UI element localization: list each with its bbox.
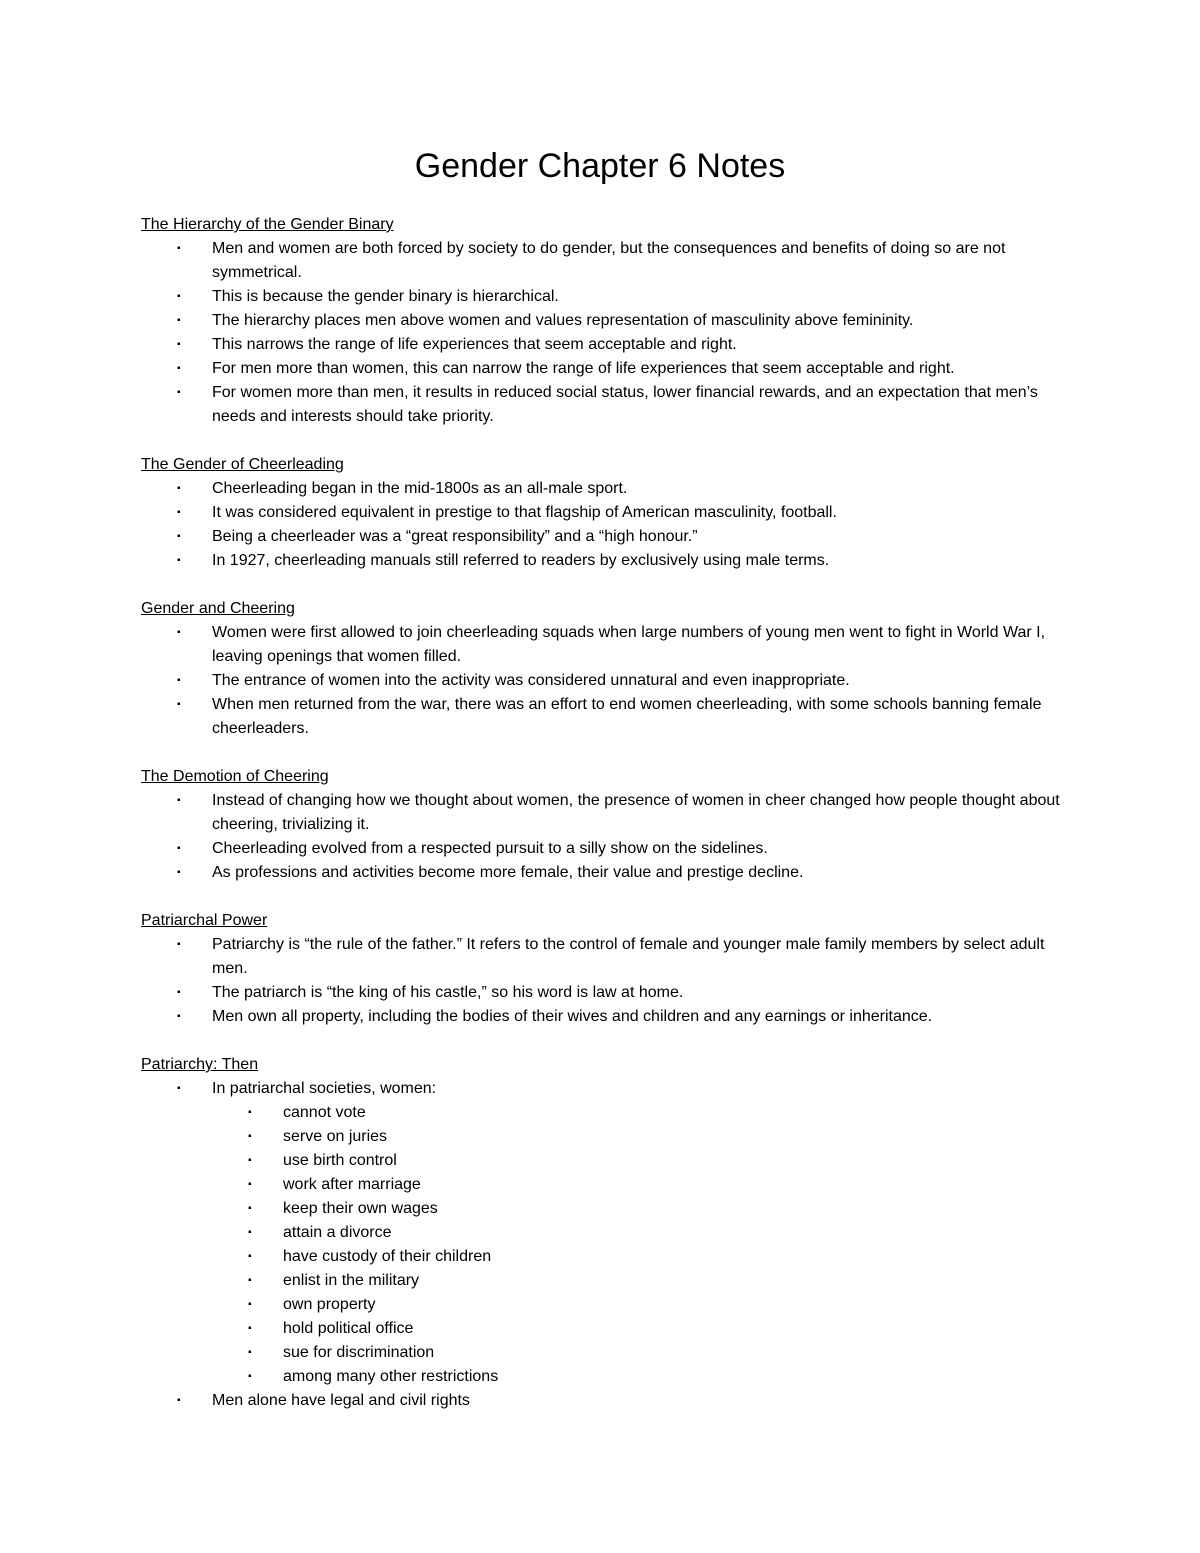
section-hierarchy [141, 213, 1071, 429]
section-heading: The Gender of Cheerleading [141, 456, 344, 473]
document-body [141, 213, 1071, 1437]
bullet-item: ▪ Cheerleading evolved from a respected pursuit to a silly show on the sidelines. [141, 837, 1071, 861]
sub-bullet-item: ▪ serve on juries [212, 1125, 1071, 1149]
bullet-item: ▪ Men alone have legal and civil rights [141, 1389, 1071, 1413]
section-patriarchy-then [141, 1053, 1071, 1413]
section-cheerleading [141, 453, 1071, 573]
sub-bullet-item: ▪ keep their own wages [212, 1197, 1071, 1221]
bullet-list [141, 789, 1071, 885]
section-heading: Patriarchy: Then [141, 1056, 259, 1073]
sub-bullet-item: ▪ attain a divorce [212, 1221, 1071, 1245]
bullet-item: ▪ The patriarch is “the king of his castle,” so his word is law at home. [141, 981, 1071, 1005]
sub-bullet-item: ▪ own property [212, 1293, 1071, 1317]
bullet-list [141, 1077, 1071, 1413]
sub-bullet-item: ▪ among many other restrictions [212, 1365, 1071, 1389]
bullet-item: ▪ This narrows the range of life experiences that seem acceptable and right. [141, 333, 1071, 357]
bullet-item: ▪ Being a cheerleader was a “great responsibility” and a “high honour.” [141, 525, 1071, 549]
bullet-item: ▪ This is because the gender binary is hierarchical. [141, 285, 1071, 309]
bullet-item: ▪ Instead of changing how we thought about women, the presence of women in cheer changed how people thought about cheering, trivializing it. [141, 789, 1071, 837]
bullet-item: ▪ In 1927, cheerleading manuals still referred to readers by exclusively using male terms. [141, 549, 1071, 573]
section-patriarchal-power [141, 909, 1071, 1029]
bullet-item: ▪ When men returned from the war, there was an effort to end women cheerleading, with some schools banning female cheerleaders. [141, 693, 1071, 741]
section-heading: Patriarchal Power [141, 912, 268, 929]
bullet-list [141, 237, 1071, 429]
bullet-item: ▪ Men own all property, including the bodies of their wives and children and any earnings or inheritance. [141, 1005, 1071, 1029]
sub-bullet-item: ▪ cannot vote [212, 1101, 1071, 1125]
bullet-list [141, 477, 1071, 573]
bullet-item: ▪ Patriarchy is “the rule of the father.” It refers to the control of female and younger male family members by select adult men. [141, 933, 1071, 981]
sub-bullet-item: ▪ sue for discrimination [212, 1341, 1071, 1365]
sub-bullet-list [212, 1101, 1071, 1389]
sub-bullet-item: ▪ work after marriage [212, 1173, 1071, 1197]
sub-bullet-item: ▪ enlist in the military [212, 1269, 1071, 1293]
sub-bullet-item: ▪ have custody of their children [212, 1245, 1071, 1269]
section-heading: Gender and Cheering [141, 600, 295, 617]
bullet-item [141, 1077, 1071, 1389]
bullet-item: ▪ For men more than women, this can narrow the range of life experiences that seem acceptable and right. [141, 357, 1071, 381]
bullet-item: ▪ Men and women are both forced by society to do gender, but the consequences and benefits of doing so are not symmetrical. [141, 237, 1071, 285]
section-demotion [141, 765, 1071, 885]
section-heading: The Hierarchy of the Gender Binary [141, 216, 394, 233]
bullet-item: ▪ For women more than men, it results in reduced social status, lower financial rewards, and an expectation that men’s needs and interests should take priority. [141, 381, 1071, 429]
section-gender-cheering [141, 597, 1071, 741]
bullet-item: ▪ The hierarchy places men above women and values representation of masculinity above femininity. [141, 309, 1071, 333]
bullet-item: ▪ Cheerleading began in the mid-1800s as an all-male sport. [141, 477, 1071, 501]
section-heading: The Demotion of Cheering [141, 768, 329, 785]
document-title: Gender Chapter 6 Notes [414, 147, 786, 185]
bullet-item: ▪ The entrance of women into the activity was considered unnatural and even inappropriate. [141, 669, 1071, 693]
sub-bullet-item: ▪ use birth control [212, 1149, 1071, 1173]
bullet-item: ▪ As professions and activities become more female, their value and prestige decline. [141, 861, 1071, 885]
bullet-item: ▪ Women were first allowed to join cheerleading squads when large numbers of young men went to fight in World War I, leaving openings that women filled. [141, 621, 1071, 669]
bullet-intro: In patriarchal societies, women: [212, 1080, 437, 1097]
bullet-list [141, 933, 1071, 1029]
bullet-list [141, 621, 1071, 741]
sub-bullet-item: ▪ hold political office [212, 1317, 1071, 1341]
bullet-item: ▪ It was considered equivalent in prestige to that flagship of American masculinity, football. [141, 501, 1071, 525]
